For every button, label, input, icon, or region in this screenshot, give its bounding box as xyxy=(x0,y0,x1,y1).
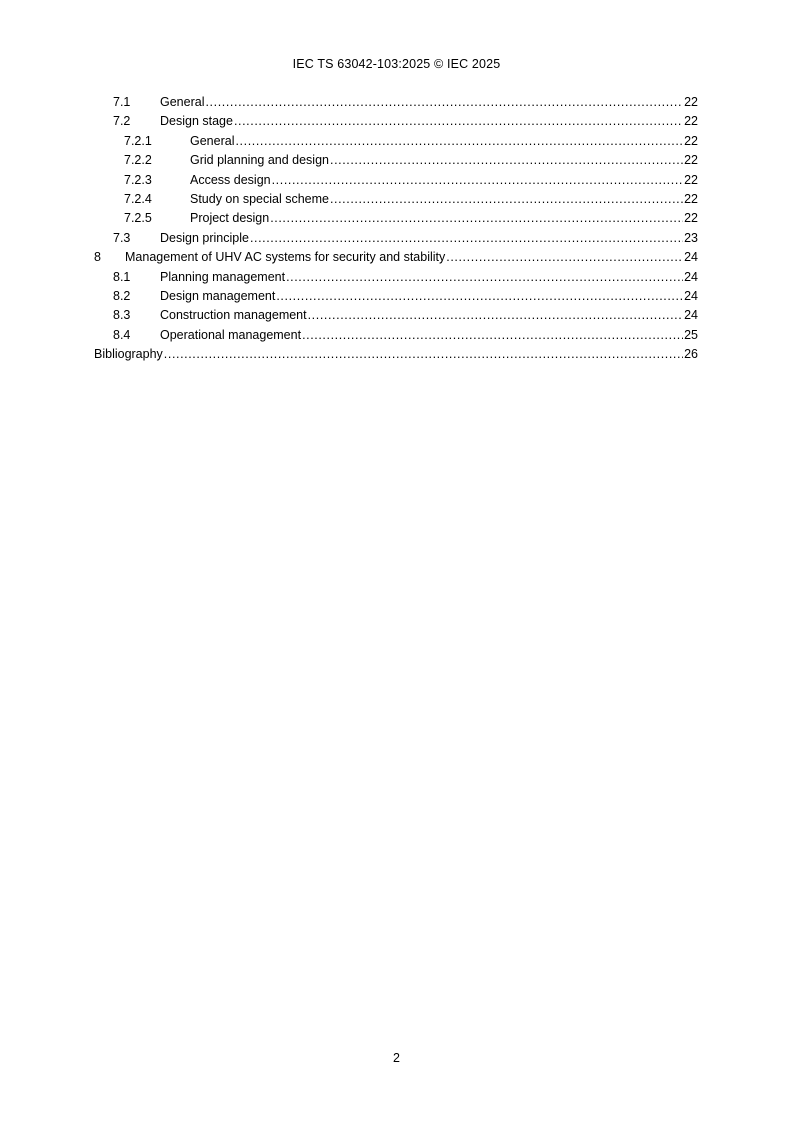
toc-entry-page: 22 xyxy=(683,132,698,151)
toc-leader-dots xyxy=(164,345,683,364)
toc-entry-8-2[interactable] xyxy=(94,287,698,306)
toc-entry-number: 8.2 xyxy=(113,287,130,306)
toc-entry-title: Design management xyxy=(160,287,276,306)
toc-leader-dots xyxy=(234,112,683,131)
toc-leader-dots xyxy=(205,93,683,112)
toc-entry-page: 22 xyxy=(683,190,698,209)
page-number: 2 xyxy=(393,1051,400,1065)
toc-leader-dots xyxy=(276,287,683,306)
toc-entry-number: 8.3 xyxy=(113,306,130,325)
toc-entry-title: Grid planning and design xyxy=(190,151,330,170)
toc-entry-page: 24 xyxy=(683,287,698,306)
toc-entry-title: Study on special scheme xyxy=(190,190,330,209)
toc-entry-title: Design principle xyxy=(160,229,250,248)
toc-entry-page: 24 xyxy=(683,248,698,267)
toc-entry-title: Planning management xyxy=(160,268,286,287)
toc-entry-page: 26 xyxy=(683,345,698,364)
toc-entry-number: 7.2.4 xyxy=(124,190,152,209)
toc-leader-dots xyxy=(330,151,683,170)
toc-entry-7-3[interactable] xyxy=(94,229,698,248)
toc-entry-title: General xyxy=(190,132,235,151)
toc-entry-7-2-5[interactable] xyxy=(94,209,698,228)
toc-entry-page: 25 xyxy=(683,326,698,345)
toc-entry-page: 23 xyxy=(683,229,698,248)
toc-entry-title: Operational management xyxy=(160,326,302,345)
toc-leader-dots xyxy=(250,229,683,248)
toc-entry-title: Construction management xyxy=(160,306,308,325)
toc-entry-number: 8.4 xyxy=(113,326,130,345)
toc-entry-number: 7.1 xyxy=(113,93,130,112)
toc-entry-7-2-1[interactable] xyxy=(94,132,698,151)
toc-entry-page: 22 xyxy=(683,112,698,131)
toc-entry-title: Project design xyxy=(190,209,270,228)
toc-entry-title: Design stage xyxy=(160,112,234,131)
toc-entry-number: 8 xyxy=(94,248,101,267)
page-header: IEC TS 63042-103:2025 © IEC 2025 xyxy=(292,57,501,71)
toc-leader-dots xyxy=(302,326,683,345)
toc-leader-dots xyxy=(272,171,683,190)
toc-entry-number: 7.2 xyxy=(113,112,130,131)
toc-entry-page: 22 xyxy=(683,171,698,190)
toc-entry-title: General xyxy=(160,93,205,112)
table-of-contents xyxy=(94,93,698,364)
toc-leader-dots xyxy=(308,306,683,325)
toc-entry-page: 22 xyxy=(683,93,698,112)
toc-entry-bibliography[interactable] xyxy=(94,345,698,364)
toc-entry-page: 24 xyxy=(683,306,698,325)
toc-entry-7-2-4[interactable] xyxy=(94,190,698,209)
toc-leader-dots xyxy=(235,132,683,151)
toc-entry-8-4[interactable] xyxy=(94,326,698,345)
toc-entry-page: 22 xyxy=(683,209,698,228)
toc-entry-number: 7.2.2 xyxy=(124,151,152,170)
toc-entry-7-2-2[interactable] xyxy=(94,151,698,170)
toc-entry-7-2[interactable] xyxy=(94,112,698,131)
toc-entry-8[interactable] xyxy=(94,248,698,267)
toc-entry-7-1[interactable] xyxy=(94,93,698,112)
toc-entry-number: 7.2.3 xyxy=(124,171,152,190)
toc-entry-number: 7.2.1 xyxy=(124,132,152,151)
toc-entry-page: 24 xyxy=(683,268,698,287)
toc-leader-dots xyxy=(270,209,683,228)
toc-leader-dots xyxy=(286,268,683,287)
toc-entry-8-1[interactable] xyxy=(94,268,698,287)
toc-leader-dots xyxy=(330,190,683,209)
toc-entry-number: 7.3 xyxy=(113,229,130,248)
toc-entry-title: Management of UHV AC systems for security and stability xyxy=(125,248,446,267)
toc-entry-number: 8.1 xyxy=(113,268,130,287)
toc-entry-7-2-3[interactable] xyxy=(94,171,698,190)
toc-entry-title: Access design xyxy=(190,171,272,190)
toc-entry-title: Bibliography xyxy=(94,345,164,364)
toc-entry-number: 7.2.5 xyxy=(124,209,152,228)
toc-entry-page: 22 xyxy=(683,151,698,170)
toc-leader-dots xyxy=(446,248,683,267)
toc-entry-8-3[interactable] xyxy=(94,306,698,325)
